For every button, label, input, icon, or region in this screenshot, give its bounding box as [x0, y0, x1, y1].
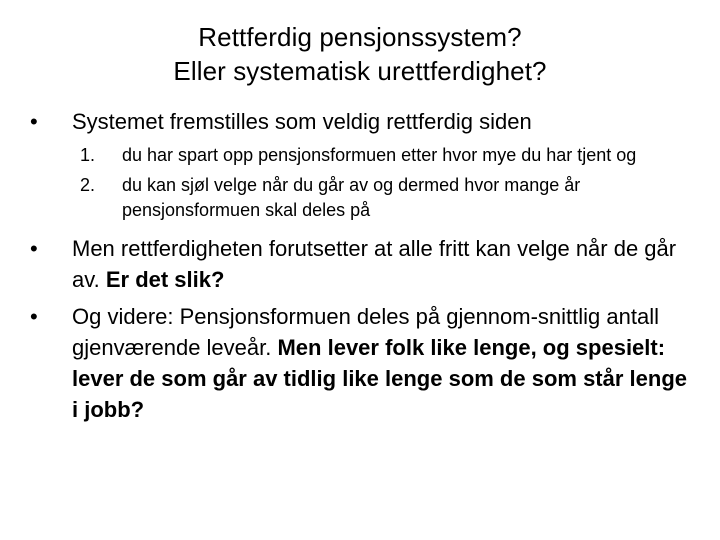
item-number: 1.	[80, 145, 96, 165]
bullet-item	[28, 233, 688, 295]
bullet-marker: •	[30, 304, 38, 329]
bullet-marker: •	[30, 236, 38, 261]
bullet-bold-text: Men lever folk like lenge, og spesielt: lever de som går av tidlig like lenge som de som står lenge i jobb?	[72, 335, 688, 422]
title-line-2: Eller systematisk urettferdighet?	[173, 56, 547, 86]
bullet-bold-text: Er det slik?	[105, 267, 225, 292]
numbered-item	[28, 173, 688, 223]
numbered-list	[28, 143, 688, 223]
bullet-item	[28, 106, 688, 137]
bullet-text: Men rettferdigheten forutsetter at alle fritt kan velge når de går av.	[72, 236, 677, 292]
numbered-item	[28, 143, 688, 168]
item-number: 2.	[80, 175, 96, 195]
item-text: du har spart opp pensjonsformuen etter hvor mye du har tjent og	[122, 145, 637, 165]
bullet-marker: •	[30, 109, 38, 134]
slide-content	[28, 106, 688, 431]
bullet-text: Systemet fremstilles som veldig rettferdig siden	[72, 109, 532, 134]
item-text: du kan sjøl velge når du går av og dermed hvor mange år pensjonsformuen skal deles på	[122, 175, 581, 220]
slide-title	[0, 20, 720, 88]
bullet-text: Og videre: Pensjonsformuen deles på gjennom-snittlig antall gjenværende leveår.	[72, 304, 659, 360]
title-line-1: Rettferdig pensjonssystem?	[198, 22, 522, 52]
bullet-item	[28, 301, 688, 425]
